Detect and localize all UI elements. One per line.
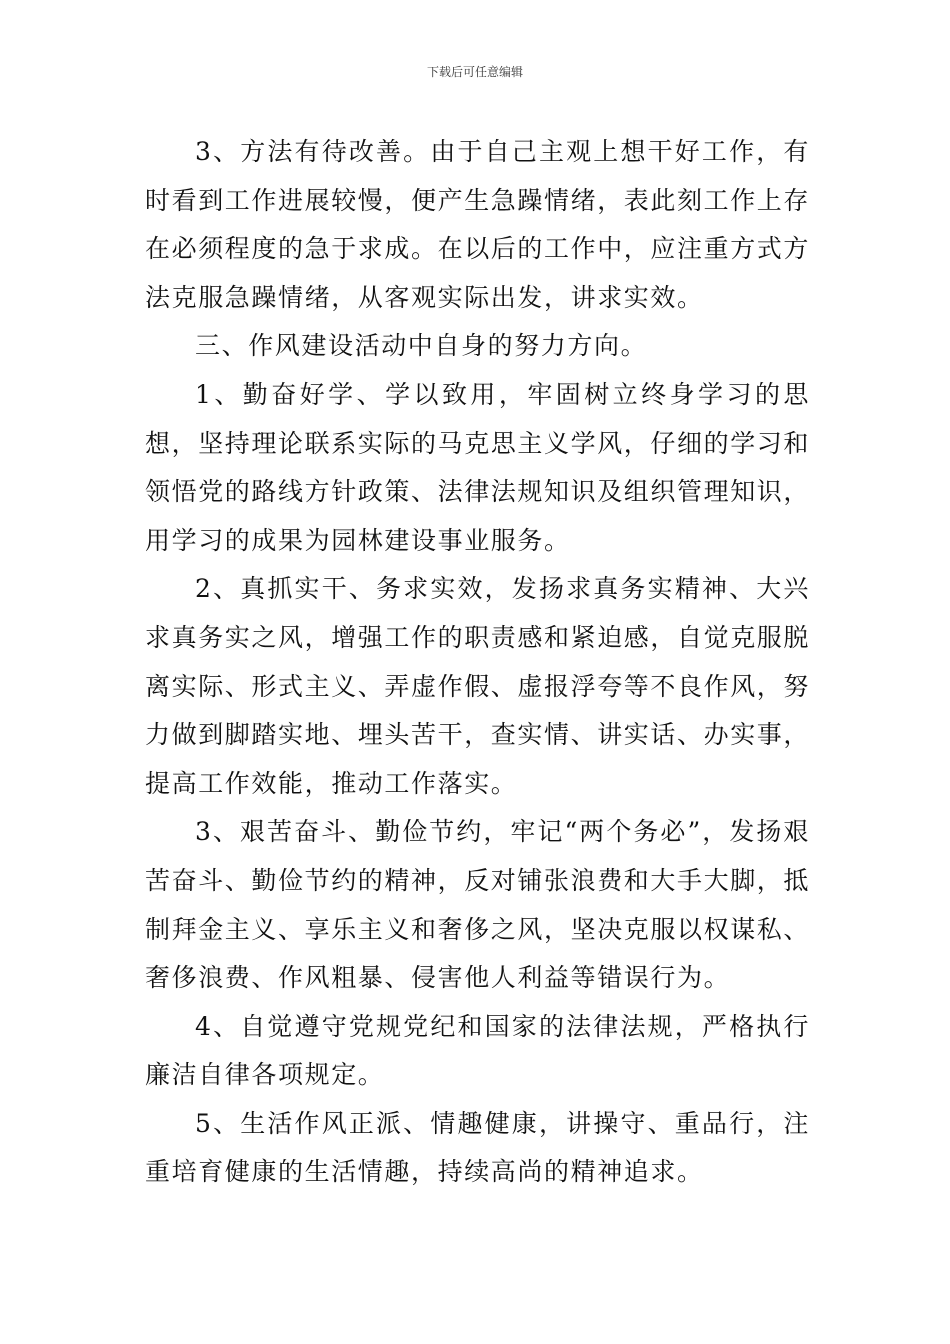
- paragraph-healthy-lifestyle: 5、生活作风正派、情趣健康，讲操守、重品行，注重培育健康的生活情趣，持续高尚的精神追求。: [145, 1108, 810, 1187]
- paragraph-practical-work: 2、真抓实干、务求实效，发扬求真务实精神、大兴求真务实之风，增强工作的职责感和紧迫感，自觉克服脱离实际、形式主义、弄虚作假、虚报浮夸等不良作风，努力做到脚踏实地、埋头苦干，查实情、讲实话、办实事，提高工作效能，推动工作落实。: [145, 574, 811, 798]
- page-header: 下载后可任意编辑: [426, 65, 523, 79]
- paragraph-observe-rules: 4、自觉遵守党规党纪和国家的法律法规，严格执行廉洁自律各项规定。: [145, 1011, 810, 1090]
- section-heading-effort-direction: 三、作风建设活动中自身的努力方向。: [195, 331, 648, 361]
- paragraph-study-diligently: 1、勤奋好学、学以致用，牢固树立终身学习的思想，坚持理论联系实际的马克思主义学风，仔细的学习和领悟党的路线方针政策、法律法规知识及组织管理知识，用学习的成果为园林建设事业服务。: [145, 379, 811, 555]
- document-body: [145, 128, 810, 1197]
- paragraph-hard-work-thrift: 3、艰苦奋斗、勤俭节约，牢记“两个务必”，发扬艰苦奋斗、勤俭节约的精神，反对铺张浪费和大手大脚，抵制拜金主义、享乐主义和奢侈之风，坚决克服以权谋私、奢侈浪费、作风粗暴、侵害他人利益等错误行为。: [145, 817, 811, 993]
- paragraph-method-improvement: 3、方法有待改善。由于自己主观上想干好工作，有时看到工作进展较慢，便产生急躁情绪，表此刻工作上存在必须程度的急于求成。在以后的工作中，应注重方式方法克服急躁情绪，从客观实际出发，讲求实效。: [145, 137, 811, 312]
